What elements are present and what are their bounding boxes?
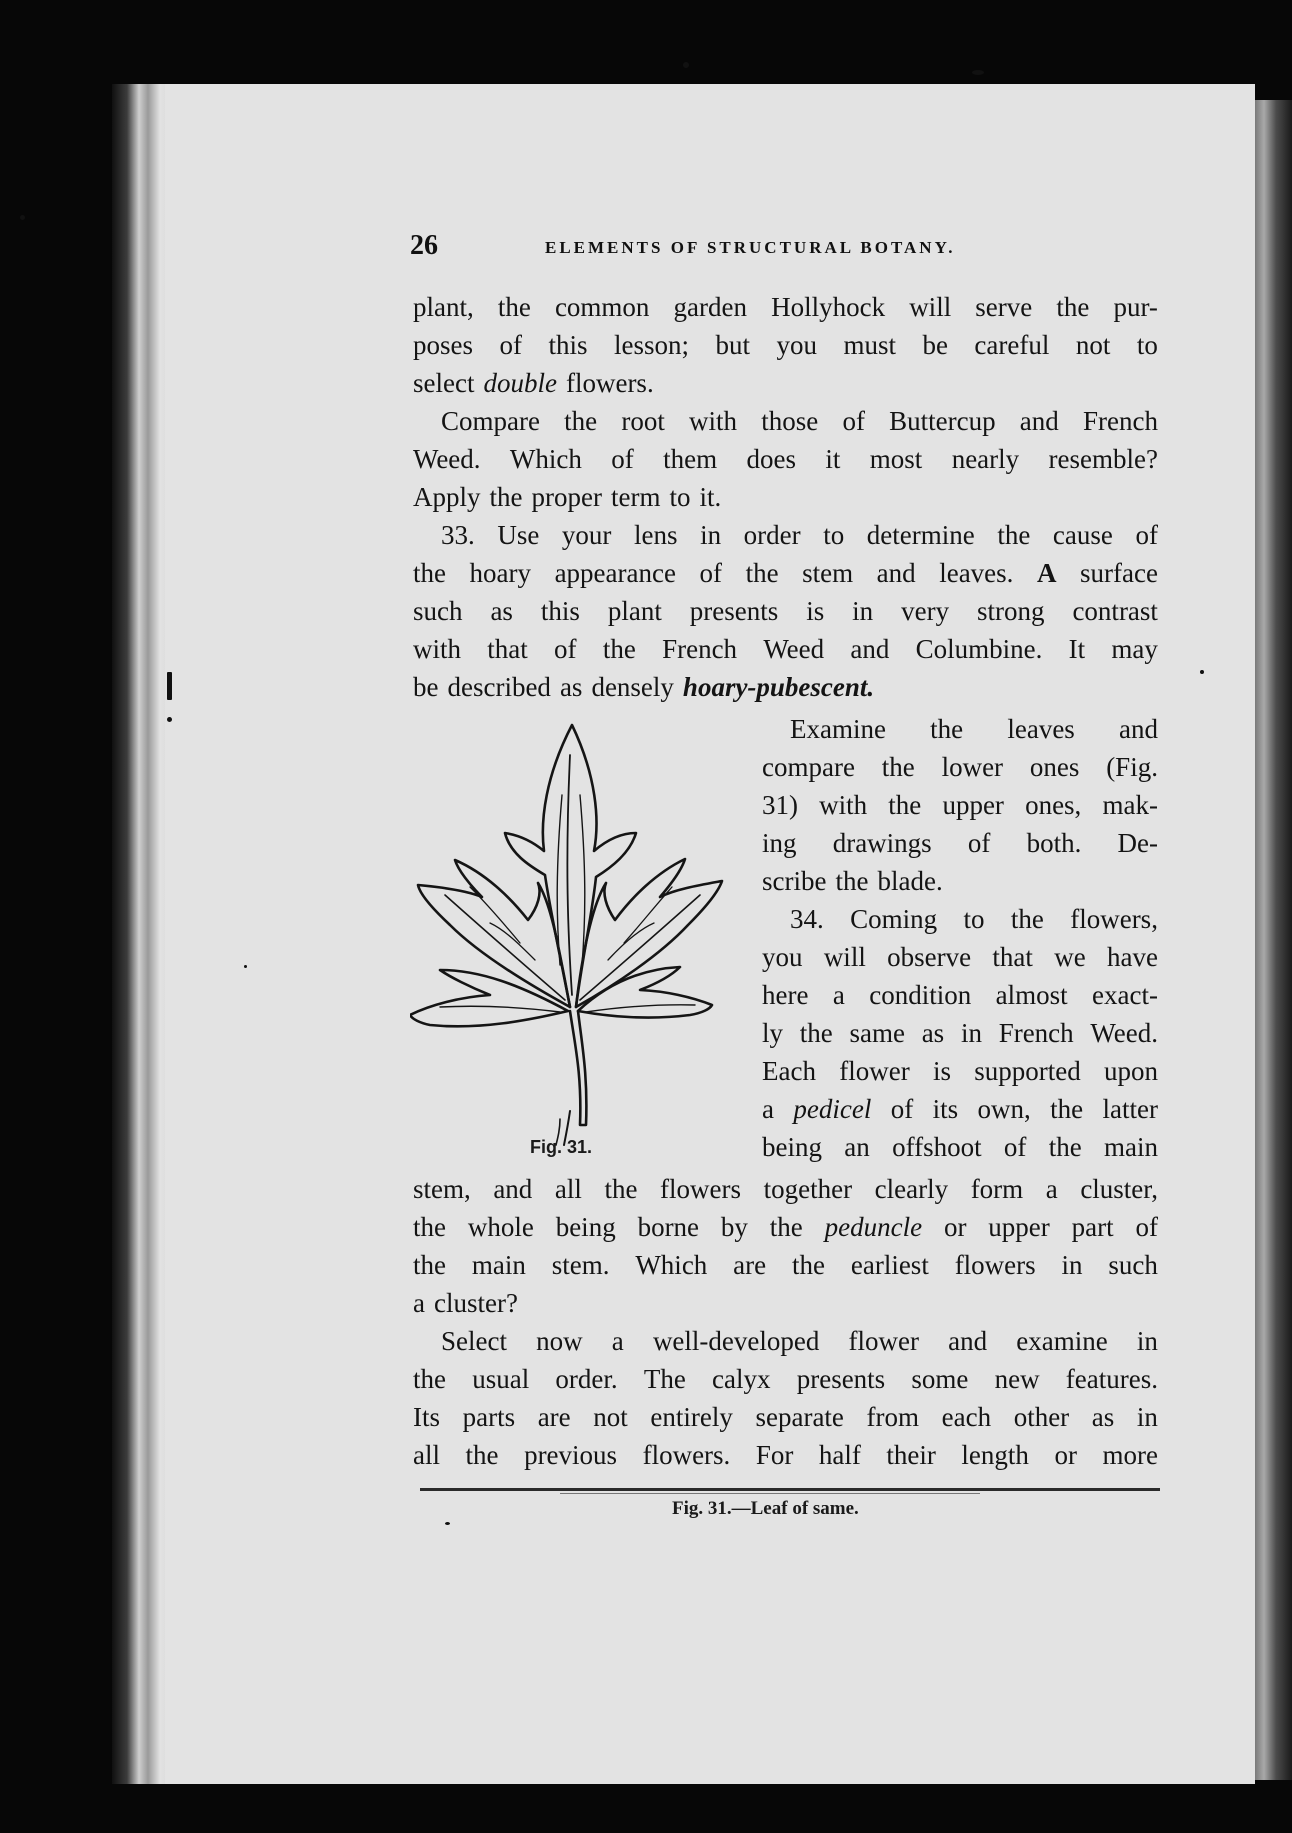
word: a <box>413 1288 425 1318</box>
word: Weed. <box>1090 1018 1158 1048</box>
scan-speck <box>683 62 689 68</box>
word: together <box>763 1174 853 1204</box>
word: serve <box>975 292 1033 322</box>
word: French <box>1082 406 1158 436</box>
word: the <box>413 1364 446 1394</box>
word: Weed <box>763 634 825 664</box>
word: observe <box>887 942 972 972</box>
word: presents <box>796 1364 886 1394</box>
word: in <box>1061 1250 1083 1280</box>
text-line <box>413 288 1158 326</box>
text-line <box>413 516 1158 554</box>
word: lesson; <box>613 330 689 360</box>
word: contrast <box>1072 596 1158 626</box>
word: ones <box>1029 752 1080 782</box>
word: determine <box>866 520 975 550</box>
word: the <box>881 752 915 782</box>
word: own, <box>977 1094 1031 1124</box>
word: drawings <box>832 828 932 858</box>
word: the <box>799 1018 833 1048</box>
text-line <box>413 1208 1158 1246</box>
word: are <box>537 1402 571 1432</box>
word: does <box>746 444 797 474</box>
word: very <box>901 596 950 626</box>
word: and <box>876 558 916 588</box>
word: resemble? <box>1048 444 1158 474</box>
word: Which <box>635 1250 708 1280</box>
word: its <box>932 1094 959 1124</box>
word: of <box>1003 1132 1027 1162</box>
word: each <box>941 1402 992 1432</box>
word: French <box>998 1018 1074 1048</box>
scan-speck <box>20 215 25 220</box>
word: some <box>911 1364 969 1394</box>
word: flowers <box>660 1174 742 1204</box>
leaf-figure <box>410 715 740 1155</box>
word: here <box>762 980 809 1010</box>
word: the <box>930 714 964 744</box>
text-line <box>413 364 1158 402</box>
word: ones, <box>1025 790 1082 820</box>
word: may <box>1111 634 1158 664</box>
word: Select <box>441 1326 507 1356</box>
word: such <box>1108 1250 1158 1280</box>
word: flower <box>839 1056 910 1086</box>
word: all <box>413 1440 440 1470</box>
text-line <box>762 1128 1158 1166</box>
word: clearly <box>874 1174 949 1204</box>
word: presents <box>689 596 779 626</box>
word: the <box>835 866 869 896</box>
word: or <box>943 1212 967 1242</box>
word: select <box>413 368 475 398</box>
scan-speck <box>167 672 172 700</box>
word: flowers. <box>642 1440 731 1470</box>
word: as <box>921 1018 945 1048</box>
word: with <box>413 634 462 664</box>
word: and <box>1119 714 1158 744</box>
figure-caption: Fig. 31.—Leaf of same. <box>672 1498 859 1519</box>
word: but <box>715 330 750 360</box>
word: a <box>832 980 845 1010</box>
word: lower <box>941 752 1004 782</box>
word: Buttercup <box>889 406 996 436</box>
word: and <box>948 1326 988 1356</box>
word: stem, <box>413 1174 471 1204</box>
word: in <box>1136 1326 1158 1356</box>
word: the <box>769 1212 803 1242</box>
word: by <box>720 1212 748 1242</box>
footnote-rule-thin <box>560 1493 980 1494</box>
word: you <box>776 330 817 360</box>
word: the <box>1056 292 1090 322</box>
word: it. <box>699 482 722 512</box>
word: more <box>1102 1440 1158 1470</box>
word: them <box>663 444 718 474</box>
text-line <box>413 554 1158 592</box>
word: almost <box>995 980 1068 1010</box>
word: of <box>611 444 634 474</box>
word: the <box>745 558 779 588</box>
text-line <box>413 1246 1158 1284</box>
word: the <box>602 634 636 664</box>
word: flowers, <box>1070 904 1158 934</box>
word: strong <box>977 596 1045 626</box>
word: this <box>548 330 588 360</box>
word: the <box>564 406 598 436</box>
word: A <box>1036 558 1057 588</box>
word: both. <box>1026 828 1082 858</box>
word: of <box>1135 520 1158 550</box>
word: half <box>818 1440 861 1470</box>
word: the <box>888 790 922 820</box>
word: flowers. <box>565 368 654 398</box>
word: leaves <box>1007 714 1075 744</box>
text-line <box>413 1398 1158 1436</box>
word: Compare <box>441 406 540 436</box>
word: as <box>1091 1402 1115 1432</box>
word: upper <box>988 1212 1050 1242</box>
word: to <box>823 520 845 550</box>
word: 33. <box>441 520 475 550</box>
word: the <box>1050 1094 1084 1124</box>
book-binding-edge <box>112 84 172 1784</box>
word: have <box>1107 942 1158 972</box>
leaf-illustration <box>410 715 740 1155</box>
text-line <box>413 440 1158 478</box>
word: supported <box>974 1056 1081 1086</box>
text-line <box>762 1052 1158 1090</box>
word: of <box>842 406 865 436</box>
word: with <box>689 406 738 436</box>
word: leaves. <box>939 558 1014 588</box>
word: careful <box>974 330 1050 360</box>
word: of <box>554 634 577 664</box>
word: you <box>762 942 803 972</box>
word: Which <box>509 444 582 474</box>
word: upon <box>1104 1056 1158 1086</box>
word: mak- <box>1102 790 1158 820</box>
word: and <box>850 634 890 664</box>
word: previous <box>524 1440 618 1470</box>
scan-speck <box>167 717 172 722</box>
text-line <box>413 478 1158 516</box>
word: to <box>963 904 985 934</box>
word: common <box>554 292 650 322</box>
word: as <box>490 596 513 626</box>
word: main <box>471 1250 526 1280</box>
word: Its <box>413 1402 440 1432</box>
word: in <box>1136 1402 1158 1432</box>
word: that <box>992 942 1033 972</box>
word: separate <box>755 1402 844 1432</box>
word: the <box>413 558 446 588</box>
word: and <box>493 1174 533 1204</box>
page-number: 26 <box>410 230 438 261</box>
word: calyx <box>712 1364 771 1394</box>
body-text-beside-figure <box>762 710 1158 1166</box>
word: cluster? <box>433 1288 518 1318</box>
text-line <box>762 938 1158 976</box>
word: not <box>593 1402 628 1432</box>
word: garden <box>673 292 747 322</box>
text-line <box>413 402 1158 440</box>
word: The <box>643 1364 686 1394</box>
word: that <box>487 634 528 664</box>
word: hoary-pubescent. <box>682 672 875 702</box>
word: term <box>610 482 661 512</box>
text-line <box>413 1170 1158 1208</box>
word: hoary <box>469 558 532 588</box>
word: exact- <box>1092 980 1158 1010</box>
word: Weed. <box>413 444 481 474</box>
word: Examine <box>790 714 886 744</box>
word: or <box>1054 1440 1077 1470</box>
word: now <box>536 1326 583 1356</box>
word: a <box>762 1094 774 1124</box>
text-line <box>762 748 1158 786</box>
word: will <box>823 942 866 972</box>
word: in <box>700 520 722 550</box>
word: surface <box>1080 558 1158 588</box>
word: and <box>1019 406 1059 436</box>
word: scribe <box>762 866 827 896</box>
word: most <box>869 444 923 474</box>
word: of <box>499 330 522 360</box>
word: the <box>413 1250 446 1280</box>
word: 34. <box>790 904 824 934</box>
word: such <box>413 596 463 626</box>
word: earliest <box>850 1250 929 1280</box>
scan-speck <box>972 70 984 75</box>
word: cause <box>1052 520 1113 550</box>
word: densely <box>591 672 674 702</box>
text-line <box>413 630 1158 668</box>
text-line <box>762 786 1158 824</box>
word: we <box>1054 942 1086 972</box>
word: order. <box>555 1364 618 1394</box>
word: this <box>540 596 580 626</box>
word: all <box>554 1174 582 1204</box>
text-line <box>413 326 1158 364</box>
word: your <box>561 520 612 550</box>
word: plant <box>607 596 662 626</box>
word: parts <box>462 1402 516 1432</box>
word: the <box>1048 1132 1082 1162</box>
word: the <box>465 1440 499 1470</box>
word: compare <box>762 752 855 782</box>
word: a <box>611 1326 624 1356</box>
word: with <box>819 790 868 820</box>
figure-label: Fig. 31. <box>530 1137 593 1157</box>
word: Columbine. <box>915 634 1043 664</box>
word: described <box>447 672 551 702</box>
text-line <box>413 1284 1158 1322</box>
text-line <box>762 1090 1158 1128</box>
text-line <box>762 1014 1158 1052</box>
word: the <box>489 482 523 512</box>
scan-speck <box>244 965 247 968</box>
word: main <box>1103 1132 1158 1162</box>
word: of <box>967 828 991 858</box>
word: features. <box>1065 1364 1158 1394</box>
word: usual <box>472 1364 530 1394</box>
word: ing <box>762 828 797 858</box>
word: must <box>843 330 896 360</box>
word: De- <box>1117 828 1158 858</box>
text-line <box>413 592 1158 630</box>
word: will <box>909 292 952 322</box>
word: Each <box>762 1056 816 1086</box>
word: stem. <box>551 1250 610 1280</box>
word: It <box>1068 634 1086 664</box>
word: root <box>621 406 665 436</box>
running-title: ELEMENTS OF STRUCTURAL BOTANY. <box>545 238 956 257</box>
footnote-rule <box>420 1488 1160 1491</box>
word: an <box>844 1132 870 1162</box>
word: ly <box>762 1018 784 1048</box>
word: the <box>1010 904 1044 934</box>
text-line <box>413 668 1158 706</box>
word: Apply <box>413 482 481 512</box>
word: not <box>1075 330 1111 360</box>
word: the <box>604 1174 638 1204</box>
word: in <box>852 596 874 626</box>
text-line <box>762 900 1158 938</box>
word: peduncle <box>824 1212 923 1242</box>
running-head <box>410 230 1050 264</box>
word: of <box>890 1094 914 1124</box>
word: the <box>413 1212 446 1242</box>
scan-speck <box>445 1522 450 1525</box>
text-line <box>762 710 1158 748</box>
word: 31) <box>762 790 798 820</box>
word: those <box>761 406 819 436</box>
word: lens <box>633 520 678 550</box>
word: Use <box>497 520 540 550</box>
word: Hollyhock <box>771 292 886 322</box>
word: stem <box>802 558 854 588</box>
text-line <box>413 1360 1158 1398</box>
word: other <box>1013 1402 1070 1432</box>
word: from <box>866 1402 920 1432</box>
word: to <box>1136 330 1158 360</box>
word: pedicel <box>793 1094 872 1124</box>
body-text-top <box>413 288 1158 706</box>
word: new <box>994 1364 1040 1394</box>
word: Coming <box>850 904 938 934</box>
word: nearly <box>951 444 1020 474</box>
word: the <box>792 1250 825 1280</box>
word: of <box>699 558 723 588</box>
word: it <box>825 444 841 474</box>
word: proper <box>531 482 602 512</box>
text-line <box>413 1322 1158 1360</box>
body-text-bottom <box>413 1170 1158 1474</box>
word: is <box>806 596 825 626</box>
word: be <box>922 330 948 360</box>
word: blade. <box>877 866 943 896</box>
word: of <box>1135 1212 1158 1242</box>
word: part <box>1071 1212 1114 1242</box>
word: latter <box>1102 1094 1158 1124</box>
word: condition <box>869 980 972 1010</box>
word: For <box>755 1440 794 1470</box>
word: being <box>555 1212 616 1242</box>
word: a <box>1045 1174 1058 1204</box>
word: the <box>997 520 1031 550</box>
word: their <box>886 1440 936 1470</box>
word: borne <box>637 1212 700 1242</box>
word: entirely <box>650 1402 733 1432</box>
text-line <box>762 824 1158 862</box>
word: appearance <box>554 558 676 588</box>
word: be <box>413 672 439 702</box>
word: is <box>932 1056 951 1086</box>
word: double <box>483 368 557 398</box>
scan-speck <box>1200 670 1204 674</box>
word: French <box>662 634 738 664</box>
word: length <box>961 1440 1029 1470</box>
word: examine <box>1016 1326 1108 1356</box>
word: order <box>743 520 801 550</box>
word: (Fig. <box>1106 752 1158 782</box>
word: well-developed <box>652 1326 820 1356</box>
text-line <box>413 1436 1158 1474</box>
word: being <box>762 1132 822 1162</box>
word: are <box>733 1250 767 1280</box>
word: the <box>497 292 531 322</box>
word: as <box>559 672 583 702</box>
word: to <box>669 482 691 512</box>
word: flowers <box>954 1250 1036 1280</box>
word: offshoot <box>892 1132 982 1162</box>
word: same <box>849 1018 905 1048</box>
word: pur- <box>1113 292 1158 322</box>
word: in <box>960 1018 982 1048</box>
word: poses <box>413 330 473 360</box>
word: plant, <box>413 292 474 322</box>
word: flower <box>848 1326 919 1356</box>
word: form <box>970 1174 1024 1204</box>
word: cluster, <box>1080 1174 1158 1204</box>
text-line <box>762 862 1158 900</box>
word: upper <box>942 790 1004 820</box>
book-fore-edge <box>1252 100 1292 1780</box>
text-line <box>762 976 1158 1014</box>
word: whole <box>467 1212 534 1242</box>
